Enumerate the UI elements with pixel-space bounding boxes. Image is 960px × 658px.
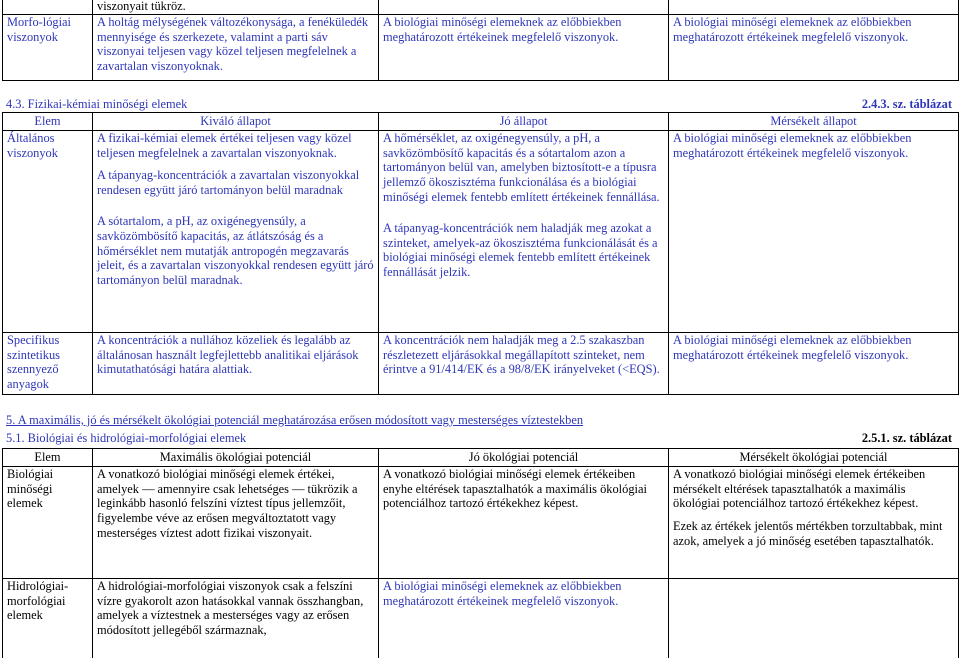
cell-altalanos-merseklet: A biológiai minőségi elemeknek az előbbiekben meghatározott értékeinek megfelelő viszonyok. [669,130,959,332]
section-51-heading: 5.1. Biológiai és hidrológiai-morfológiai elemek [6,431,247,445]
cell-biologiai-merseklet-p1: A vonatkozó biológiai minőségi elemek értékeiben mérsékelt eltérések tapasztalhatók a maximális ökológiai potenciálhoz tartozó értékekhez képest. [673,466,926,511]
header-elem: Elem [3,113,93,131]
cell-morfologiai-merseklet: A biológiai minőségi elemeknek az előbbiekben meghatározott értékeinek megfelelő viszonyok. [669,14,959,80]
table-ref-251: 2.5.1. sz. táblázat [861,431,952,445]
header-maximalis: Maximális ökológiai potenciál [93,449,379,467]
cell-altalanos-kivalo-p2: A tápanyag-koncentrációk a zavartalan viszonyokkal rendesen együtt járó tartományon belül maradnak [97,168,360,198]
cell-altalanos-kivalo-p3: A sótartalom, a pH, az oxigénegyensúly, a savközömbösítő kapacitás, az átlátszóság és a hőmérséklet nem mutatják antropogén megzavarás jeleit, és a zavartalan viszonyokkal rendesen együtt járó tartományon belül maradnak. [97,213,374,288]
row-label-biologiai: Biológiai minőségi elemek [3,466,93,578]
section-433-caption [6,97,952,112]
header-kivalo: Kiváló állapot [93,113,379,131]
top-fragment-cell: viszonyait tükröz. [93,0,379,14]
header-jo-potencial: Jó ökológiai potenciál [379,449,669,467]
row-label-specifikus: Specifikus szintetikus szennyező anyagok [3,332,93,394]
cell-morfologiai-jo: A biológiai minőségi elemeknek az előbbiekben meghatározott értékeinek megfelelő viszonyok. [379,14,669,80]
cell-altalanos-jo-p1: A hőmérséklet, az oxigénegyensúly, a pH, a savközömbösítő kapacitás és a sótartalom azon a tartományon belül van, amelyben biztosított-e a típusra jellemző ökoszisztéma funkcionálása és a biológiai minőségi elemek fentebb említett értékeinek fennállása. [383,130,660,204]
cell-altalanos-kivalo [93,130,379,332]
row-label-hidrologiai: Hidrológiai-morfológiai elemek [3,578,93,658]
section-5-heading: 5. A maximális, jó és mérsékelt ökológiai potenciál meghatározása erősen módosított vagy mesterséges víztestekben [6,413,584,427]
cell-altalanos-kivalo-p1: A fizikai-kémiai elemek értékei teljesen vagy közel teljesen megfelelnek a zavartalan viszonyoknak. [97,130,352,160]
cell-hidrologiai-merseklet [669,578,959,658]
section-51-caption [6,431,952,446]
header-merseklet-potencial: Mérsékelt ökológiai potenciál [669,449,959,467]
cell-specifikus-merseklet: A biológiai minőségi elemeknek az előbbiekben meghatározott értékeinek megfelelő viszonyok. [669,332,959,394]
cell-specifikus-kivalo: A koncentrációk a nullához közeliek és legalább az általánosan használt legfejlettebb analitikai eljárások kimutathatósági határa alattiak. [93,332,379,394]
table-251 [2,448,959,658]
top-table [2,0,959,81]
cell-hidrologiai-maximalis: A hidrológiai-morfológiai viszonyok csak a felszíni vízre gyakorolt azon hatásokkal vannak összhangban, amelyek a víztestnek a mesterséges vagy az erősen módosított jellegéből származnak, [93,578,379,658]
header-jo: Jó állapot [379,113,669,131]
row-label-altalanos: Általános viszonyok [3,130,93,332]
row-label-morfologiai: Morfo-lógiai viszonyok [3,14,93,80]
cell-altalanos-jo [379,130,669,332]
header-merseklet: Mérsékelt állapot [669,113,959,131]
cell-specifikus-jo: A koncentrációk nem haladják meg a 2.5 szakaszban részletezett eljárásokkal megállapított szinteket, nem érintve a 91/414/EK és a 98/8/EK irányelveket (<EQS). [379,332,669,394]
cell-biologiai-maximalis: A vonatkozó biológiai minőségi elemek értékei, amelyek — amennyire csak lehetséges — tükrözik a leginkább hasonló felszíni víztest típus jellemzőit, figyelembe véve az erősen megváltoztatott vagy mesterséges víztest adott fizikai viszonyait. [93,466,379,578]
header-elem-251: Elem [3,449,93,467]
cell-hidrologiai-jo: A biológiai minőségi elemeknek az előbbiekben meghatározott értékeinek megfelelő viszonyok. [379,578,669,658]
cell-biologiai-merseklet [669,466,959,578]
cell-biologiai-jo: A vonatkozó biológiai minőségi elemek értékeiben enyhe eltérések tapasztalhatók a maximális ökológiai potenciálhoz tartozó értékekhez képest. [379,466,669,578]
cell-morfologiai-kivalo: A holtág mélységének változékonysága, a fenéküledék mennyisége és szerkezete, valamint a parti sáv viszonyai teljesen vagy közel teljesen megfelelnek a zavartalan viszonyoknak. [93,14,379,80]
table-ref-243: 2.4.3. sz. táblázat [861,97,952,111]
cell-biologiai-merseklet-p2: Ezek az értékek jelentős mértékben torzultabbak, mint azok, amelyek a jó minőség esetében tapasztalhatók. [673,519,943,548]
cell-altalanos-jo-p2: A tápanyag-koncentrációk nem haladják meg azokat a szinteket, amelyek-az ökoszisztéma funkcionálását és a biológiai minőségi elemek fentebb említett értékeinek fennállását jelzik. [383,220,658,280]
section-433-heading: 4.3. Fizikai-kémiai minőségi elemek [6,97,188,111]
table-243 [2,112,959,395]
